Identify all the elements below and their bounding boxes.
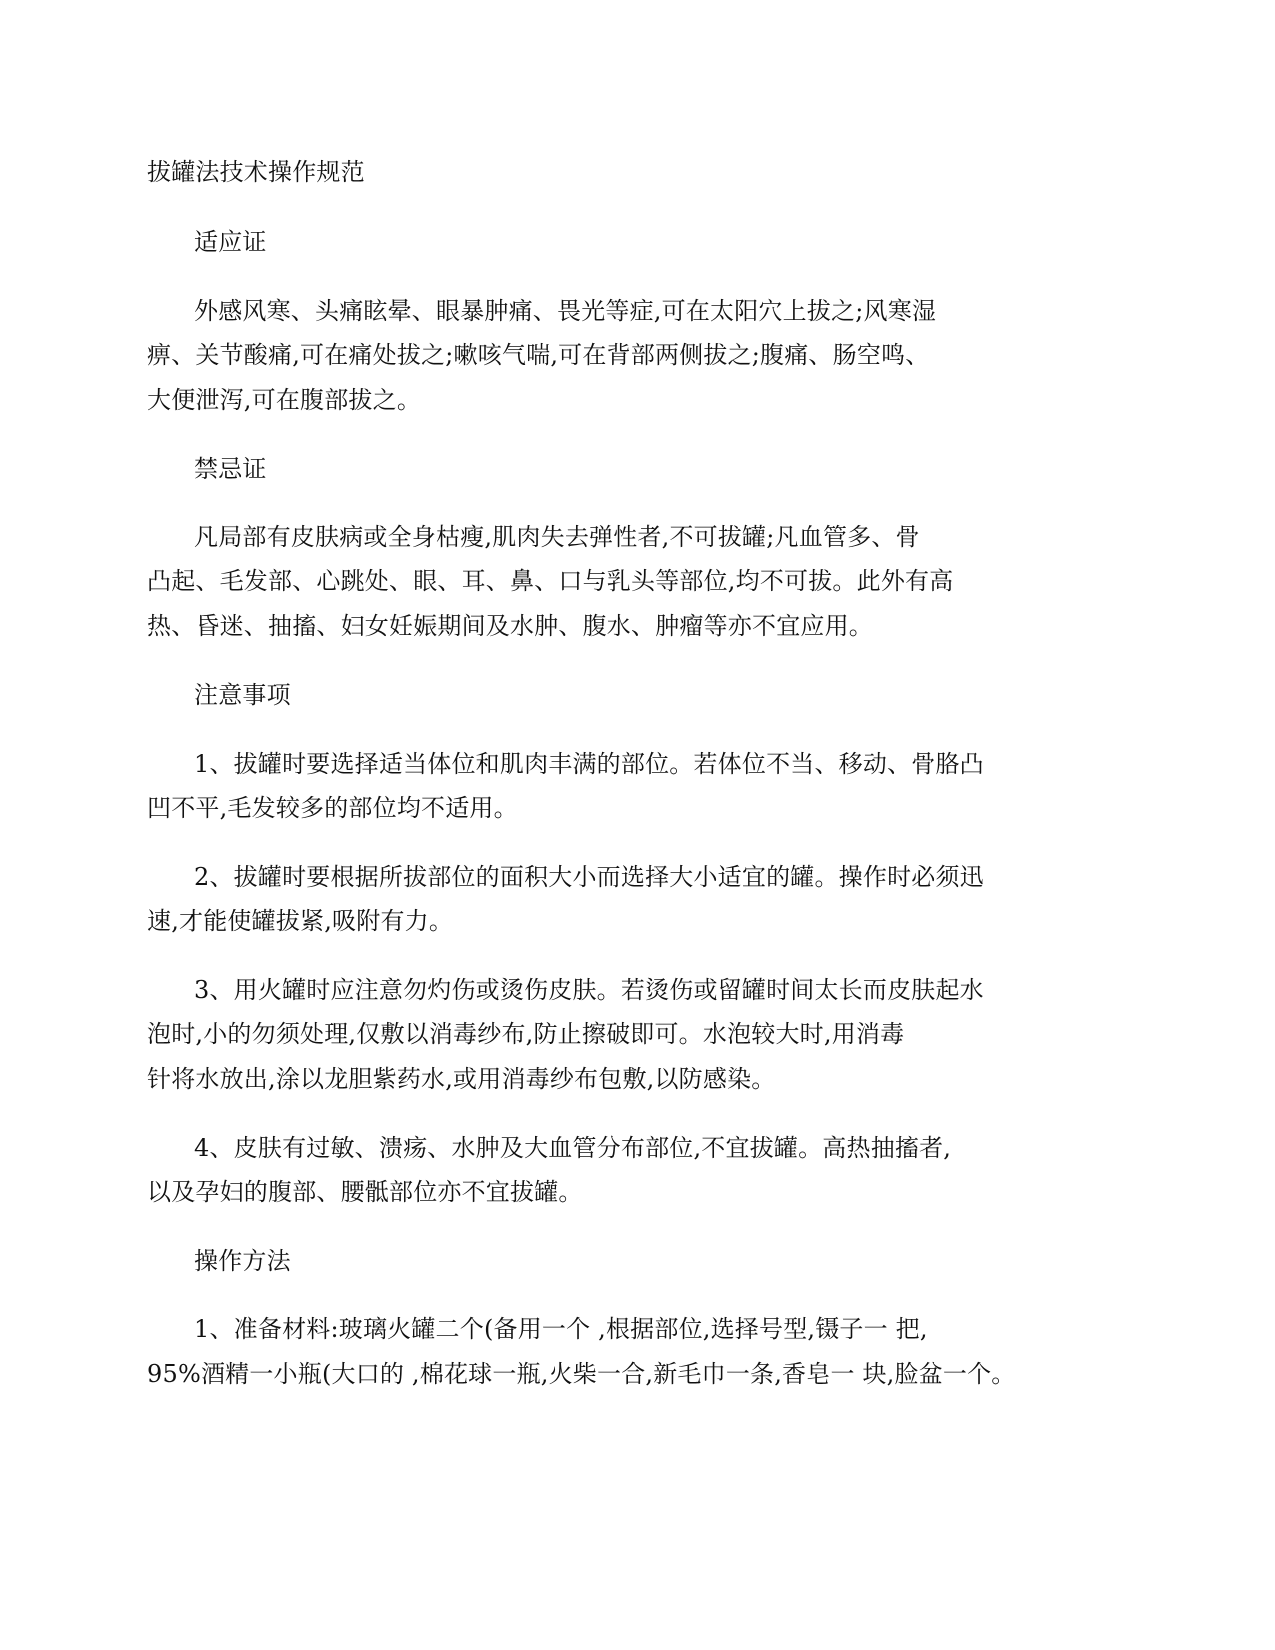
paragraph-line: 热、昏迷、抽搐、妇女妊娠期间及水肿、腹水、肿瘤等亦不宜应用。 [147,612,873,640]
paragraph-line: 凡局部有皮肤病或全身枯瘦,肌肉失去弹性者,不可拔罐;凡血管多、骨 [194,523,920,551]
paragraph-line: 速,才能使罐拔紧,吸附有力。 [147,907,454,935]
paragraph-line: 凸起、毛发部、心跳处、眼、耳、鼻、口与乳头等部位,均不可拔。此外有高 [147,567,954,595]
paragraph-line: 1、准备材料:玻璃火罐二个(备用一个 ,根据部位,选择号型,镊子一 把, [194,1315,928,1343]
paragraph-line: 以及孕妇的腹部、腰骶部位亦不宜拔罐。 [147,1178,583,1206]
paragraph-line: 大便泄泻,可在腹部拔之。 [147,386,422,414]
paragraph-line: 1、拔罐时要选择适当体位和肌肉丰满的部位。若体位不当、移动、骨胳凸 [194,750,984,778]
section-heading-contraindications: 禁忌证 [194,455,267,483]
paragraph-line: 凹不平,毛发较多的部位均不适用。 [147,794,518,822]
section-heading-indications: 适应证 [194,228,267,256]
paragraph-line: 3、用火罐时应注意勿灼伤或烫伤皮肤。若烫伤或留罐时间太长而皮肤起水 [194,976,984,1004]
paragraph-line: 2、拔罐时要根据所拔部位的面积大小而选择大小适宜的罐。操作时必须迅 [194,863,984,891]
paragraph-line: 外感风寒、头痛眩晕、眼暴肿痛、畏光等症,可在太阳穴上拔之;风寒湿 [194,297,937,325]
paragraph-line: 95%酒精一小瓶(大口的 ,棉花球一瓶,火柴一合,新毛巾一条,香皂一 块,脸盆一个。 [147,1360,1016,1388]
paragraph-line: 4、皮肤有过敏、溃疡、水肿及大血管分布部位,不宜拔罐。高热抽搐者, [194,1134,952,1162]
document-title: 拔罐法技术操作规范 [147,158,365,186]
section-heading-precautions: 注意事项 [194,681,291,709]
paragraph-line: 痹、关节酸痛,可在痛处拔之;嗽咳气喘,可在背部两侧拔之;腹痛、肠空鸣、 [147,341,930,369]
paragraph-line: 针将水放出,涂以龙胆紫药水,或用消毒纱布包敷,以防感染。 [147,1065,776,1093]
section-heading-procedure: 操作方法 [194,1247,291,1275]
paragraph-line: 泡时,小的勿须处理,仅敷以消毒纱布,防止擦破即可。水泡较大时,用消毒 [147,1020,905,1048]
